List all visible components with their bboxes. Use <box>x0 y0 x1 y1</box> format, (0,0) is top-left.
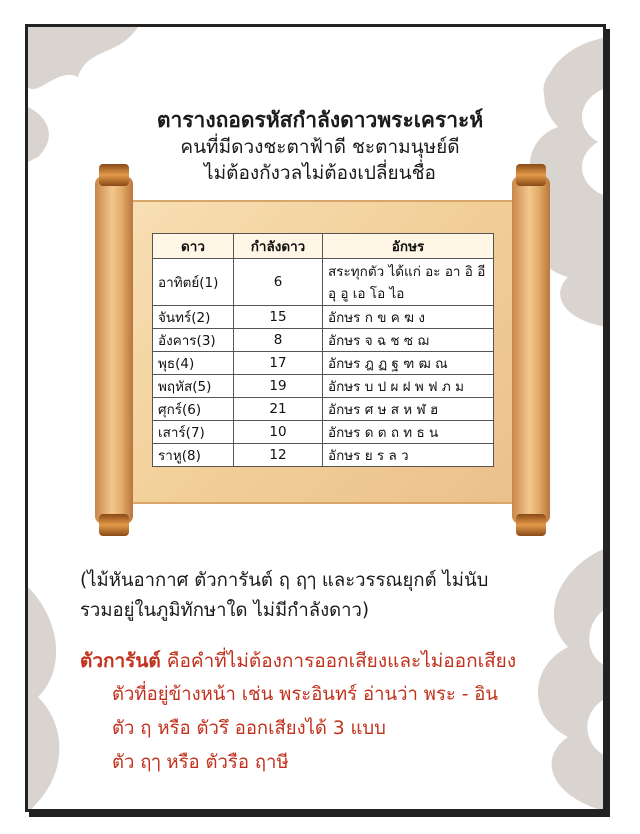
star-power: 15 <box>234 306 323 329</box>
star-power: 21 <box>234 398 323 421</box>
note-line-1: (ไม้หันอากาศ ตัวการันต์ ฤ ฤๅ และวรรณยุกต์ ไม่นับ <box>80 570 489 591</box>
table-row <box>153 329 494 352</box>
star-letters-line-1: สระทุกตัว ได้แก่ อะ อา อิ อี <box>328 264 486 280</box>
star-letters: อักษร ก ข ค ฆ ง <box>323 306 494 329</box>
scroll-knob <box>99 164 129 186</box>
star-name: จันทร์(2) <box>153 306 234 329</box>
karan-keyword: ตัวการันต์ <box>80 650 161 672</box>
col-header-letters: อักษร <box>323 234 494 259</box>
star-power: 8 <box>234 329 323 352</box>
star-power: 17 <box>234 352 323 375</box>
star-name: อาทิตย์(1) <box>153 259 234 306</box>
star-letters: อักษร ด ต ถ ท ธ น <box>323 421 494 444</box>
star-power: 19 <box>234 375 323 398</box>
table-row <box>153 398 494 421</box>
star-name: พฤหัส(5) <box>153 375 234 398</box>
karan-definition-text: คือคำที่ไม่ต้องการออกเสียงและไม่ออกเสียง <box>160 650 517 672</box>
scroll-knob <box>516 164 546 186</box>
karan-line-2: ตัวที่อยู่ข้างหน้า เช่น พระอินทร์ อ่านว่า พระ - อิน <box>112 684 499 705</box>
scroll-rod-left <box>95 176 133 524</box>
table-row <box>153 352 494 375</box>
star-power: 10 <box>234 421 323 444</box>
star-power: 12 <box>234 444 323 467</box>
karan-line-3: ตัว ฤ หรือ ตัวรึ ออกเสียงได้ 3 แบบ <box>112 718 386 739</box>
planet-power-table <box>152 233 494 467</box>
table-row <box>153 444 494 467</box>
table-row <box>153 421 494 444</box>
table-row <box>153 306 494 329</box>
karan-line-4: ตัว ฤๅ หรือ ตัวรือ ฤาษี <box>112 752 289 773</box>
star-letters-line-2: อุ อู เอ โอ ไอ <box>328 286 405 302</box>
star-power: 6 <box>234 259 323 306</box>
note-line-2: รวมอยู่ในภูมิทักษาใด ไม่มีกำลังดาว) <box>80 600 370 621</box>
table-row <box>153 375 494 398</box>
star-letters: อักษร จ ฉ ช ซ ฌ <box>323 329 494 352</box>
col-header-power: กำลังดาว <box>234 234 323 259</box>
scroll-knob <box>516 514 546 536</box>
ornament-bottom-left <box>28 587 88 812</box>
star-name: พุธ(4) <box>153 352 234 375</box>
star-letters: อักษร ย ร ล ว <box>323 444 494 467</box>
star-letters: อักษร บ ป ผ ฝ พ ฟ ภ ม <box>323 375 494 398</box>
star-name: อังคาร(3) <box>153 329 234 352</box>
scroll-knob <box>99 514 129 536</box>
scroll-rod-right <box>512 176 550 524</box>
star-name: ราหู(8) <box>153 444 234 467</box>
subtitle-line-1: คนที่มีดวงชะตาฟ้าดี ชะตามนุษย์ดี <box>180 136 460 158</box>
subtitle-line-2: ไม่ต้องกังวลไม่ต้องเปลี่ยนชื่อ <box>204 162 436 184</box>
star-name: ศุกร์(6) <box>153 398 234 421</box>
star-name: เสาร์(7) <box>153 421 234 444</box>
karan-definition <box>80 646 516 676</box>
table-row <box>153 259 494 306</box>
table-header-row <box>153 234 494 259</box>
star-letters: อักษร ฎ ฏ ฐ ฑ ฒ ณ <box>323 352 494 375</box>
col-header-star: ดาว <box>153 234 234 259</box>
star-letters <box>323 259 494 306</box>
star-letters: อักษร ศ ษ ส ห ฬ ฮ <box>323 398 494 421</box>
page-title: ตารางถอดรหัสกำลังดาวพระเคราะห์ <box>156 108 484 132</box>
